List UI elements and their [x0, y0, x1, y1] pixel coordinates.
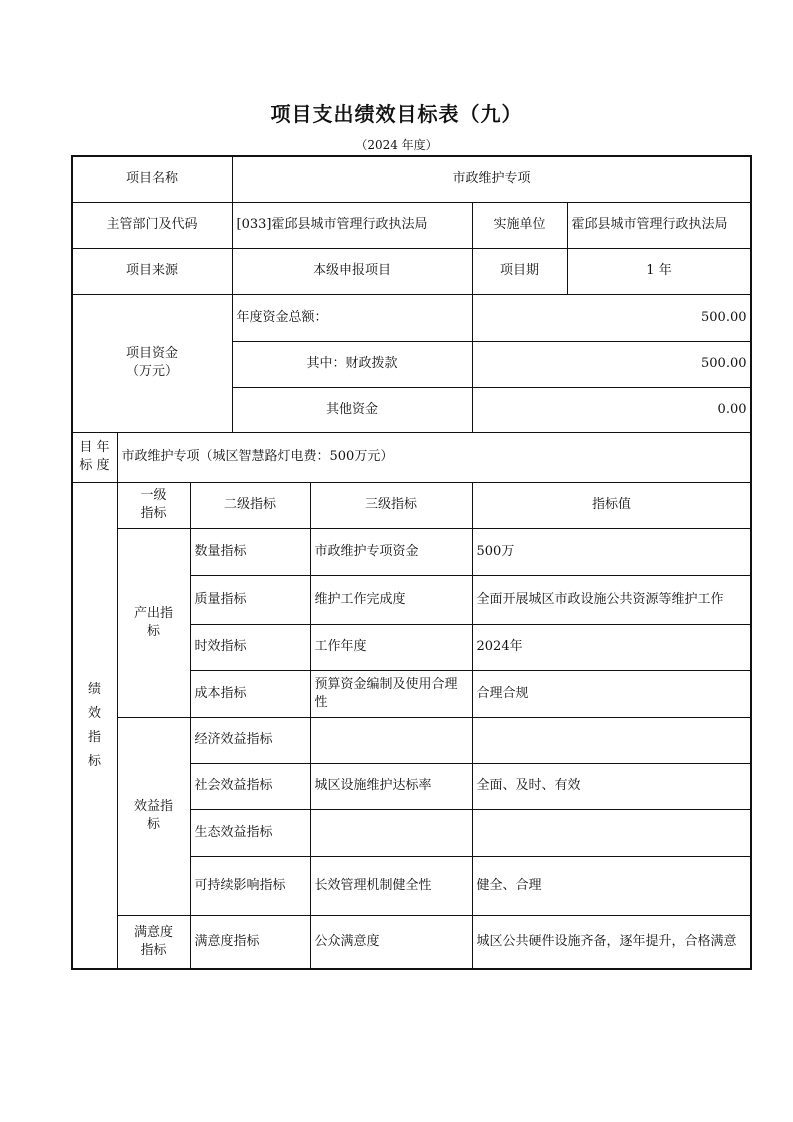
level3-cell: [310, 717, 473, 764]
indicator-value-cell: [472, 624, 752, 671]
header-value-text: 指标值: [591, 497, 631, 512]
header-level3-text: 三级指标: [364, 497, 417, 512]
level2-cell: [190, 717, 311, 764]
goal-value-text: 市政维护专项（城区智慧路灯电费：500万元）: [121, 449, 394, 464]
header-value: [472, 482, 752, 529]
source-label-text: 项目来源: [125, 263, 178, 278]
total-label: [232, 294, 473, 342]
indicator-value-cell: [472, 528, 752, 576]
fiscal-value-text: 500.00: [701, 356, 747, 371]
project-name-label: [72, 156, 233, 203]
dept-label: [72, 202, 233, 249]
level1-benefit: [117, 717, 191, 916]
other-label: [232, 387, 473, 433]
level2-cell: [190, 763, 311, 810]
fiscal-value: [472, 341, 752, 388]
indicator-value-cell-text: 城区公共硬件设施齐备，逐年提升，合格满意: [476, 934, 737, 949]
indicator-value-cell-text: 全面开展城区市政设施公共资源等维护工作: [476, 591, 724, 607]
period-label: [472, 248, 568, 295]
level2-cell-text: 质量指标: [194, 591, 247, 607]
level2-cell: [190, 670, 311, 718]
impl-label: [472, 202, 568, 249]
page-title: 项目支出绩效目标表（九）: [270, 102, 523, 126]
level2-cell: [190, 575, 311, 625]
level3-cell: [310, 763, 473, 810]
dept-value: [232, 202, 473, 249]
level3-cell-text: 长效管理机制健全性: [314, 877, 432, 893]
level2-cell-text: 社会效益指标: [194, 778, 273, 793]
source-label: [72, 248, 233, 295]
level1-benefit-text: 效益指 标: [133, 799, 173, 832]
perf-section-label-text: 绩 效 指 标: [87, 681, 101, 769]
level2-cell-text: 经济效益指标: [194, 732, 273, 747]
level3-cell: [310, 809, 473, 857]
funds-label-text: 项目资金 （万元）: [125, 346, 178, 379]
dept-value-text: [033]霍邱县城市管理行政执法局: [236, 217, 428, 232]
perf-section-label: [72, 482, 118, 970]
indicator-value-cell-text: 全面、及时、有效: [476, 778, 581, 793]
level3-cell-text: 维护工作完成度: [314, 591, 406, 607]
level1-output-text: 产出指 标: [133, 605, 173, 639]
level3-cell: [310, 915, 473, 970]
level2-cell-text: 成本指标: [194, 685, 247, 701]
indicator-value-cell: [472, 670, 752, 718]
header-level1-text: 一级 指标: [140, 488, 167, 521]
indicator-value-cell-text: 合理合规: [476, 685, 529, 701]
level2-cell-text: 满意度指标: [194, 934, 260, 949]
dept-label-text: 主管部门及代码: [106, 217, 198, 232]
fiscal-label: [232, 341, 473, 388]
period-label-text: 项目期: [499, 263, 539, 278]
header-level3: [310, 482, 473, 529]
other-value-text: 0.00: [717, 401, 747, 417]
level3-cell: [310, 624, 473, 671]
level3-cell: [310, 670, 473, 718]
level1-output: [117, 528, 191, 718]
level3-cell: [310, 856, 473, 916]
fiscal-label-text: 其中：财政拨款: [306, 356, 398, 371]
level3-cell-text: 工作年度: [314, 639, 367, 654]
goal-label-text: 目 年 标 度: [79, 440, 110, 473]
total-value-text: 500.00: [701, 309, 747, 325]
level3-cell-text: 公众满意度: [314, 934, 380, 949]
project-name-value: [232, 156, 752, 203]
impl-value-text: 霍邱县城市管理行政执法局: [571, 217, 728, 232]
level2-cell-text: 时效指标: [194, 639, 247, 654]
goal-value: [117, 432, 752, 483]
indicator-value-cell: [472, 717, 752, 764]
indicator-value-cell: [472, 856, 752, 916]
indicator-value-cell: [472, 763, 752, 810]
indicator-value-cell-text: 500万: [476, 543, 515, 559]
indicator-value-cell-text: 2024年: [476, 639, 523, 654]
page-subtitle: （2024 年度）: [355, 138, 438, 152]
level1-satisfaction: [117, 915, 191, 970]
indicator-value-cell: [472, 575, 752, 625]
total-label-text: 年度资金总额：: [236, 309, 328, 325]
level2-cell-text: 生态效益指标: [194, 824, 273, 840]
level3-cell-text: 城区设施维护达标率: [314, 778, 432, 793]
indicator-value-cell: [472, 809, 752, 857]
header-level1: [117, 482, 191, 529]
goal-label: [72, 432, 118, 483]
level1-satisfaction-text: 满意度 指标: [133, 925, 173, 958]
level2-cell: [190, 915, 311, 970]
project-name-value-text: 市政维护专项: [452, 171, 531, 186]
level2-cell-text: 可持续影响指标: [194, 877, 286, 893]
level3-cell-text: 市政维护专项资金: [314, 543, 419, 559]
indicator-value-cell: [472, 915, 752, 970]
level2-cell: [190, 624, 311, 671]
source-value: [232, 248, 473, 295]
funds-label: [72, 294, 233, 433]
indicator-value-cell-text: 健全、合理: [476, 877, 542, 893]
impl-label-text: 实施单位: [493, 217, 546, 232]
level2-cell-text: 数量指标: [194, 543, 247, 559]
period-value-text: 1 年: [646, 263, 672, 278]
other-value: [472, 387, 752, 433]
header-level2: [190, 482, 311, 529]
level3-cell-text: 预算资金编制及使用合理性: [314, 676, 458, 710]
total-value: [472, 294, 752, 342]
level2-cell: [190, 809, 311, 857]
period-value: [567, 248, 752, 295]
level3-cell: [310, 575, 473, 625]
project-name-label-text: 项目名称: [125, 171, 178, 186]
level2-cell: [190, 528, 311, 576]
other-label-text: 其他资金: [325, 401, 378, 417]
impl-value: [567, 202, 752, 249]
level3-cell: [310, 528, 473, 576]
header-level2-text: 二级指标: [223, 497, 276, 512]
source-value-text: 本级申报项目: [312, 263, 391, 278]
level2-cell: [190, 856, 311, 916]
